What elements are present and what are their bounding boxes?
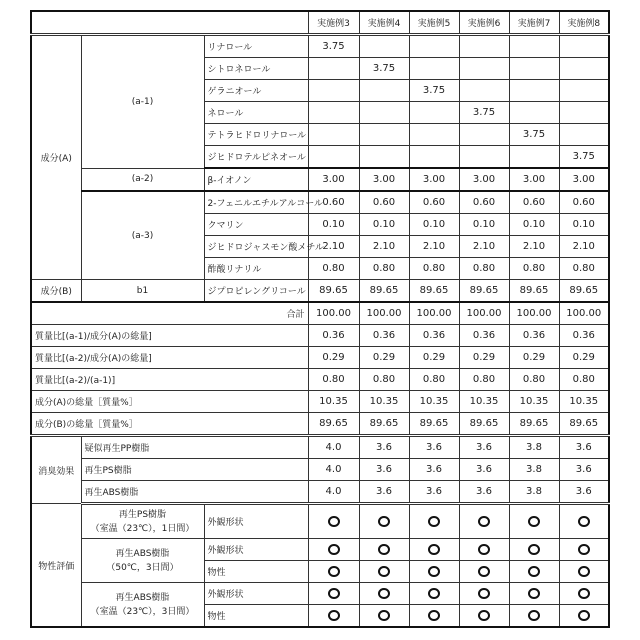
value-cell [459, 146, 509, 169]
table-row [31, 481, 609, 504]
result-cell [559, 539, 609, 561]
result-cell [359, 539, 409, 561]
good-circle-icon [328, 544, 340, 555]
component-name: リナロール [204, 35, 308, 58]
value-cell [308, 80, 359, 102]
group-component-a: 成分(A) [31, 35, 81, 280]
value-cell: 0.60 [459, 191, 509, 214]
value-cell: 3.75 [359, 58, 409, 80]
header-blank [31, 11, 308, 35]
result-cell [359, 605, 409, 628]
value-cell: 0.10 [308, 214, 359, 236]
table-row [31, 35, 609, 58]
value-cell: 0.36 [409, 325, 459, 347]
result-cell [409, 504, 459, 539]
result-cell [509, 504, 559, 539]
value-cell: 0.29 [308, 347, 359, 369]
value-cell: 0.29 [409, 347, 459, 369]
deodor-resin: 再生PS樹脂 [81, 459, 308, 481]
value-cell: 3.75 [559, 146, 609, 169]
table-row [31, 347, 609, 369]
header-example: 実施例7 [509, 11, 559, 35]
value-cell: 3.6 [359, 459, 409, 481]
component-name: ジヒドロジャスモン酸メチル [204, 236, 308, 258]
subgroup-a1: (a-1) [81, 35, 204, 169]
good-circle-icon [428, 610, 440, 621]
value-cell: 2.10 [459, 236, 509, 258]
deodor-resin: 疑似再生PP樹脂 [81, 436, 308, 459]
value-cell [409, 124, 459, 146]
value-cell: 0.10 [559, 214, 609, 236]
group-component-b: 成分(B) [31, 280, 81, 303]
value-cell [409, 58, 459, 80]
value-cell: 3.75 [409, 80, 459, 102]
deodor-resin: 再生ABS樹脂 [81, 481, 308, 504]
component-name: シトロネロール [204, 58, 308, 80]
component-name: テトラヒドロリナロール [204, 124, 308, 146]
result-cell [559, 561, 609, 583]
result-cell [459, 583, 509, 605]
table-row [31, 583, 609, 605]
value-cell [409, 146, 459, 169]
total-label: 合計 [31, 302, 308, 325]
value-cell: 3.6 [409, 481, 459, 504]
value-cell: 0.29 [459, 347, 509, 369]
value-cell [559, 102, 609, 124]
value-cell [359, 146, 409, 169]
result-cell [308, 583, 359, 605]
result-cell [308, 539, 359, 561]
result-cell [308, 504, 359, 539]
value-cell: 100.00 [308, 302, 359, 325]
value-cell: 3.6 [459, 481, 509, 504]
value-cell: 3.6 [409, 459, 459, 481]
value-cell: 3.00 [559, 168, 609, 191]
result-cell [509, 561, 559, 583]
table-row [31, 504, 609, 539]
value-cell: 3.6 [359, 481, 409, 504]
good-circle-icon [428, 544, 440, 555]
value-cell: 3.6 [459, 436, 509, 459]
value-cell [359, 35, 409, 58]
value-cell: 0.36 [559, 325, 609, 347]
value-cell: 10.35 [559, 391, 609, 413]
good-circle-icon [478, 588, 490, 599]
component-name: ジヒドロテルピネオール [204, 146, 308, 169]
component-name: ネロール [204, 102, 308, 124]
result-cell [308, 605, 359, 628]
value-cell: 2.10 [509, 236, 559, 258]
deodor-label: 消臭効果 [31, 436, 81, 504]
value-cell [459, 35, 509, 58]
value-cell: 0.60 [559, 191, 609, 214]
value-cell: 100.00 [459, 302, 509, 325]
value-cell: 89.65 [409, 280, 459, 303]
result-cell [509, 605, 559, 628]
good-circle-icon [478, 544, 490, 555]
results-table [30, 10, 610, 628]
result-cell [459, 605, 509, 628]
header-example: 実施例5 [409, 11, 459, 35]
value-cell: 0.80 [359, 258, 409, 280]
physical-label: 物性評価 [31, 504, 81, 628]
value-cell: 0.10 [359, 214, 409, 236]
table-row [31, 191, 609, 214]
good-circle-icon [378, 610, 390, 621]
value-cell: 0.80 [559, 258, 609, 280]
good-circle-icon [478, 516, 490, 527]
value-cell [509, 80, 559, 102]
good-circle-icon [428, 588, 440, 599]
subgroup-a2: (a-2) [81, 168, 204, 191]
value-cell: 2.10 [409, 236, 459, 258]
good-circle-icon [528, 544, 540, 555]
physical-item: 外観形状 [204, 539, 308, 561]
value-cell: 3.6 [559, 481, 609, 504]
good-circle-icon [328, 588, 340, 599]
ratio-label: 質量比[(a-1)/成分(A)の総量] [31, 325, 308, 347]
value-cell: 0.80 [509, 258, 559, 280]
value-cell: 3.75 [509, 124, 559, 146]
value-cell: 89.65 [559, 280, 609, 303]
value-cell [409, 35, 459, 58]
value-cell [359, 124, 409, 146]
table-row [31, 391, 609, 413]
component-name: 2-フェニルエチルアルコール [204, 191, 308, 214]
value-cell: 89.65 [459, 413, 509, 436]
component-name: ジプロピレングリコール [204, 280, 308, 303]
value-cell [409, 102, 459, 124]
value-cell [509, 35, 559, 58]
header-example: 実施例8 [559, 11, 609, 35]
result-cell [559, 583, 609, 605]
subgroup-b1: b1 [81, 280, 204, 303]
good-circle-icon [528, 610, 540, 621]
value-cell: 89.65 [359, 413, 409, 436]
value-cell [459, 124, 509, 146]
value-cell [559, 124, 609, 146]
component-name: ゲラニオール [204, 80, 308, 102]
value-cell [359, 102, 409, 124]
header-example: 実施例3 [308, 11, 359, 35]
physical-item: 物性 [204, 561, 308, 583]
value-cell: 0.36 [308, 325, 359, 347]
value-cell: 0.80 [559, 369, 609, 391]
value-cell: 3.6 [359, 436, 409, 459]
value-cell: 4.0 [308, 481, 359, 504]
component-name: 酢酸リナリル [204, 258, 308, 280]
condition-detail: （50℃，3日間） [85, 561, 201, 575]
value-cell: 3.00 [509, 168, 559, 191]
value-cell [559, 80, 609, 102]
value-cell: 10.35 [409, 391, 459, 413]
value-cell: 89.65 [459, 280, 509, 303]
value-cell: 3.6 [559, 459, 609, 481]
result-cell [409, 605, 459, 628]
good-circle-icon [328, 516, 340, 527]
value-cell: 3.6 [559, 436, 609, 459]
good-circle-icon [378, 544, 390, 555]
result-cell [409, 561, 459, 583]
physical-condition [81, 504, 204, 539]
table-row [31, 302, 609, 325]
value-cell: 3.75 [459, 102, 509, 124]
value-cell [308, 124, 359, 146]
value-cell [308, 146, 359, 169]
value-cell: 3.00 [359, 168, 409, 191]
good-circle-icon [578, 544, 590, 555]
table-row [31, 459, 609, 481]
value-cell: 0.80 [409, 258, 459, 280]
value-cell: 0.36 [459, 325, 509, 347]
table-row [31, 168, 609, 191]
good-circle-icon [578, 516, 590, 527]
value-cell [308, 102, 359, 124]
physical-item: 外観形状 [204, 583, 308, 605]
table-row [31, 11, 609, 35]
value-cell: 0.80 [509, 369, 559, 391]
good-circle-icon [328, 566, 340, 577]
value-cell [459, 58, 509, 80]
result-cell [559, 605, 609, 628]
value-cell: 2.10 [559, 236, 609, 258]
component-name: β-イオノン [204, 168, 308, 191]
physical-condition [81, 539, 204, 583]
result-cell [509, 583, 559, 605]
value-cell: 100.00 [409, 302, 459, 325]
result-cell [459, 561, 509, 583]
value-cell: 89.65 [308, 413, 359, 436]
result-cell [359, 583, 409, 605]
value-cell [509, 58, 559, 80]
value-cell: 100.00 [509, 302, 559, 325]
good-circle-icon [428, 516, 440, 527]
good-circle-icon [378, 566, 390, 577]
good-circle-icon [528, 588, 540, 599]
table-row [31, 436, 609, 459]
value-cell: 10.35 [308, 391, 359, 413]
good-circle-icon [428, 566, 440, 577]
table-row [31, 369, 609, 391]
good-circle-icon [378, 516, 390, 527]
value-cell: 89.65 [559, 413, 609, 436]
value-cell: 0.10 [459, 214, 509, 236]
condition-detail: （室温（23℃），3日間） [85, 605, 201, 619]
value-cell: 4.0 [308, 436, 359, 459]
value-cell: 0.29 [559, 347, 609, 369]
value-cell: 0.80 [459, 258, 509, 280]
subgroup-a3: (a-3) [81, 191, 204, 280]
value-cell: 89.65 [509, 280, 559, 303]
value-cell: 89.65 [509, 413, 559, 436]
value-cell: 100.00 [559, 302, 609, 325]
value-cell [559, 58, 609, 80]
value-cell: 89.65 [409, 413, 459, 436]
value-cell: 0.36 [509, 325, 559, 347]
good-circle-icon [578, 610, 590, 621]
value-cell: 3.8 [509, 481, 559, 504]
value-cell: 2.10 [308, 236, 359, 258]
ratio-label: 質量比[(a-2)/成分(A)の総量] [31, 347, 308, 369]
ratio-label: 成分(A)の総量［質量%］ [31, 391, 308, 413]
value-cell: 10.35 [459, 391, 509, 413]
value-cell: 0.80 [409, 369, 459, 391]
value-cell: 3.00 [409, 168, 459, 191]
result-cell [409, 583, 459, 605]
result-cell [359, 561, 409, 583]
table-row [31, 539, 609, 561]
value-cell: 89.65 [308, 280, 359, 303]
value-cell [509, 146, 559, 169]
header-example: 実施例6 [459, 11, 509, 35]
value-cell: 0.60 [409, 191, 459, 214]
value-cell: 3.75 [308, 35, 359, 58]
physical-item: 物性 [204, 605, 308, 628]
value-cell [559, 35, 609, 58]
value-cell [359, 80, 409, 102]
good-circle-icon [478, 566, 490, 577]
result-cell [509, 539, 559, 561]
value-cell: 3.6 [459, 459, 509, 481]
table-row [31, 413, 609, 436]
value-cell: 3.6 [409, 436, 459, 459]
result-cell [409, 539, 459, 561]
condition-detail: （室温（23℃），1日間） [85, 522, 201, 536]
physical-item: 外観形状 [204, 504, 308, 539]
result-cell [359, 504, 409, 539]
value-cell: 0.80 [308, 369, 359, 391]
header-example: 実施例4 [359, 11, 409, 35]
value-cell: 0.10 [409, 214, 459, 236]
value-cell: 0.80 [308, 258, 359, 280]
result-cell [559, 504, 609, 539]
value-cell: 3.8 [509, 436, 559, 459]
good-circle-icon [478, 610, 490, 621]
result-cell [459, 504, 509, 539]
value-cell: 0.10 [509, 214, 559, 236]
good-circle-icon [528, 516, 540, 527]
result-cell [308, 561, 359, 583]
result-cell [459, 539, 509, 561]
table-row [31, 325, 609, 347]
good-circle-icon [378, 588, 390, 599]
condition-resin: 再生PS樹脂 [85, 508, 201, 522]
value-cell: 0.29 [359, 347, 409, 369]
value-cell: 3.8 [509, 459, 559, 481]
value-cell: 2.10 [359, 236, 409, 258]
ratio-label: 成分(B)の総量［質量%］ [31, 413, 308, 436]
value-cell: 3.00 [308, 168, 359, 191]
value-cell: 0.29 [509, 347, 559, 369]
value-cell: 0.60 [308, 191, 359, 214]
value-cell: 10.35 [509, 391, 559, 413]
value-cell: 0.80 [359, 369, 409, 391]
good-circle-icon [578, 566, 590, 577]
value-cell [308, 58, 359, 80]
condition-resin: 再生ABS樹脂 [85, 547, 201, 561]
value-cell: 89.65 [359, 280, 409, 303]
value-cell: 0.60 [359, 191, 409, 214]
condition-resin: 再生ABS樹脂 [85, 591, 201, 605]
value-cell: 0.36 [359, 325, 409, 347]
value-cell [459, 80, 509, 102]
value-cell: 0.80 [459, 369, 509, 391]
value-cell: 3.00 [459, 168, 509, 191]
table-row [31, 280, 609, 303]
good-circle-icon [528, 566, 540, 577]
value-cell: 100.00 [359, 302, 409, 325]
ratio-label: 質量比[(a-2)/(a-1)] [31, 369, 308, 391]
good-circle-icon [578, 588, 590, 599]
value-cell [509, 102, 559, 124]
value-cell: 10.35 [359, 391, 409, 413]
component-name: クマリン [204, 214, 308, 236]
value-cell: 0.60 [509, 191, 559, 214]
good-circle-icon [328, 610, 340, 621]
value-cell: 4.0 [308, 459, 359, 481]
physical-condition [81, 583, 204, 628]
